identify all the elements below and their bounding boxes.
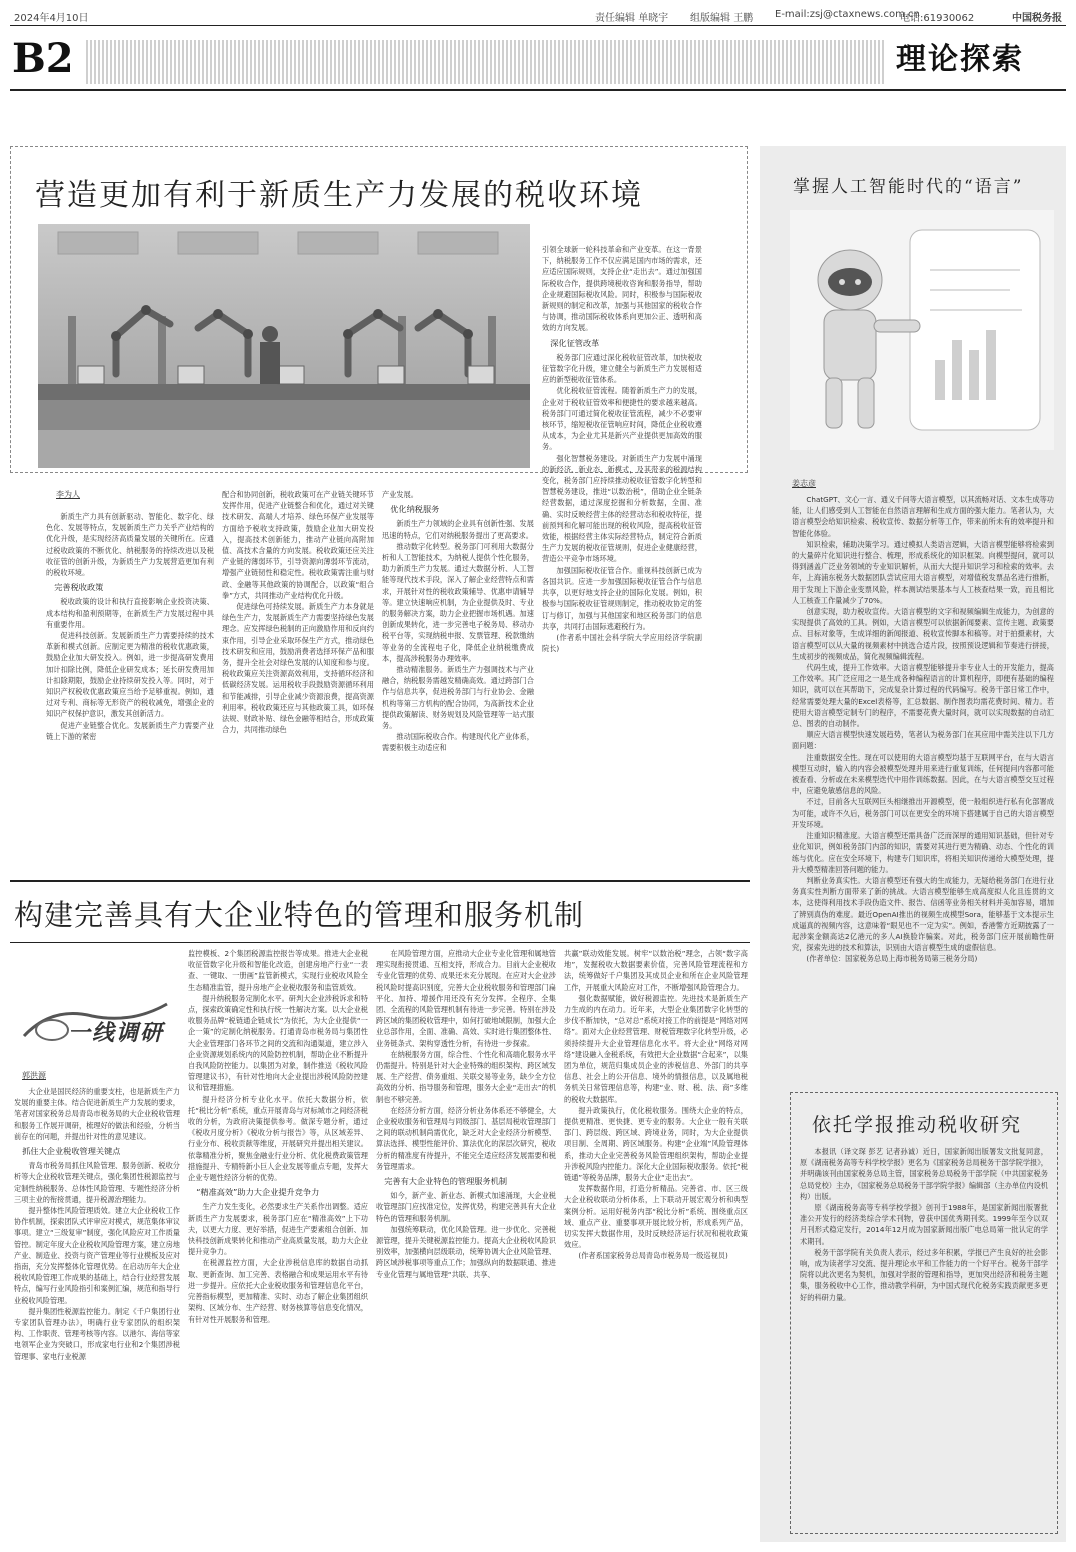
paragraph: 发挥数据作用，打造分析精品。完善省、市、区三级大企业税收联动分析体系，上下联动开展宏观分析和典型案例分析。运用好税务内部“税比分析”系统、围绕重点区域、重点产业、重要事项开展比较分析，形成系列产品，切实发挥大数据作用，及时反映经济运行状况和税收政策效应。: [564, 1184, 748, 1250]
paragraph: 优化税收征管流程。随着新质生产力的发展，企业对于税收征管效率和便捷性的要求越来越高。税务部门可通过简化税收征管流程，减少不必要审核环节，缩短税收征管响应时间，降低企业税收遵从成本，为企业尤其是新兴产业提供更加高效的服务。: [542, 386, 702, 452]
subheading: 深化征管改革: [550, 337, 600, 348]
side1-body: [792, 494, 1054, 1080]
paragraph: 顺应大语言模型快速发展趋势，笔者认为税务部门在其应用中需关注以下几方面问题：: [792, 730, 1054, 751]
paragraph: 在税源监控方面，大企业涉税信息库的数据自动抓取、更新查询、加工完善、表格融合和成果运用水平有待进一步提升。应依托大企业税收服务和管理信息化平台，完善指标模型，更加精准、实时、动态了解企业集团组织架构、区域分布、生产经营、财务核算等信息变化情况，有针对性开展服务和管理。: [188, 1258, 368, 1324]
paragraph: 加强统筹联动，优化风险管理。进一步优化、完善税源管理，提升关键税源监控能力。提高大企业税收风险识别效率，加强横向层级联动，统筹协调大企业风险管理、跨区域涉税事项等重点工作；加强纵向的数据联通、推进专业化管理与属地管理“共联、共享、: [376, 1224, 556, 1279]
layout-name: 王鹏: [733, 13, 754, 24]
paragraph: 创意实现，助力税收宣传。大语言模型的文字和视频编辑生成能力，为创意的实现提供了高效的工具。例如，大语言模型可以依据新闻要素、宣传主题、政策要点、目标对象等，生成详细的新闻报道、税收宣传脚本和稿等。对于拍摄素材，大语言模型可以从大量的视频素材中挑选合适片段，按照预设逻辑和节奏进行拼接，生成初步的视频成品，简化视频编辑流程。: [792, 607, 1054, 661]
article2-author: 郭洪源: [22, 1071, 46, 1080]
paragraph: 生产力发生变化，必然要求生产关系作出调整。适应新质生产力发展要求，税务部门应在“精准高效”上下功夫，以更大力度、更好举措，促进生产要素组合创新、加快科技创新成果转化和推动产业高质量发展，助力大企业提升竞争力。: [188, 1202, 368, 1257]
paragraph: 促进绿色可持续发展。新质生产力本身就是绿色生产力，发展新质生产力需要坚持绿色发展理念。应发挥绿色税制的正向激励作用和反向约束作用，引导企业采取环保生产方式，推动绿色技术研发和应用，鼓励消费者选择环保产品和服务，提升全社会对绿色发展的认知度和参与度。税收政策应关注资源高效利用，支持循环经济和低碳经济发展。运用税收手段鼓励资源循环利用和节能减排，引导企业减少资源浪费，提高资源利用率。税收政策还应与其他政策工具，如环保法规、财政补贴、绿色金融等相结合，形成政策合力，共同推动绿色: [222, 602, 374, 735]
subheading: 完善税收政策: [54, 582, 104, 593]
factory-illustration: [38, 224, 530, 468]
article2-col3: [376, 948, 556, 1540]
paragraph: ChatGPT、文心一言、通义千问等大语言模型，以其流畅对话、文本生成等功能，让人们感受到人工智能在自然语言理解和生成方面的强大能力。笔者认为，大语言模型会给知识检索、税收宣传、数据分析等工作，带来前所未有的效率提升和智能化体验。: [792, 495, 1054, 538]
paragraph: 知识检索，辅助决策学习。通过模拟人类语言逻辑，大语言模型能够将检索到的大量碎片化知识进行整合、梳理，形成系统化的知识框架。向模型提问，就可以得到涵盖广泛业务领域的专业知识解析，从而大大提升知识学习和检索的效率。去年，上海浦东税务大数据团队尝试应用大语言模型，对增值税发票品名进行推断，用于发现上下游企业变票风险，样本测试结果基本与人工核查结果一致，而且相比人工核查工作量减少了70%。: [792, 539, 1054, 605]
paragraph: 强化智慧税务建设。对新质生产力发展中涌现的新经济、新业态、新模式，及其带来的税源结构变化，税务部门应持续推动税收征管数字化转型和智慧税务建设，推进“以数治税”，借助企业全链条经营数据，通过深度挖掘和分析数据，全面、准确、实时反映经营主体的经营动态和税收特征，提前预判和化解可能出现的税收风险，提高税收征管效能，根据经营主体实际经营特点，制定符合新质生产力发展的税收征管规则，促进企业健康经营，营造公平竞争市场环境。: [542, 453, 702, 564]
section-bar: [86, 40, 886, 84]
paragraph: 本报讯（译文琛 彭艺 记者孙诚）近日，国家新闻出版署发文批复同意，原《湖南税务高等专科学校学报》更名为《国家税务总局税务干部学院学报》，并明确该刊由国家税务总局主管，国家税务总局税务干部学院（中共国家税务总局党校）主办，《国家税务总局税务干部学院学报》编辑部（主办单位内设机构）出版。: [800, 1147, 1048, 1201]
robot-illustration: [790, 210, 1054, 450]
article1-col1: [46, 511, 214, 867]
paragraph: 新质生产力具有创新驱动、智能化、数字化、绿色化、发展等特点，发展新质生产力关乎产业结构的优化升级，是实现经济高质量发展的关键所在。应通过税收政策的不断优化、纳税服务的持续改进以及税收征管的创新升级，为新质生产力发展营造更加有利的税收环境。: [46, 512, 214, 578]
paragraph: 原《湖南税务高等专科学校学报》创刊于1988年，是国家新闻出版署批准公开发行的经济类综合学术刊物，曾获中国优秀期刊奖。1999年至今以双月刊形式稳定发行，2014年12月成为国家新闻出版广电总局第一批认定的学术期刊。: [800, 1203, 1048, 1246]
article1-col4: [542, 244, 702, 867]
paragraph: 提升经济分析专业化水平。依托大数据分析，依托“税比分析”系统，重点开展青岛与对标城市之间经济税收的分析，为政府决策提供参考。做深专题分析，通过《税收月度分析》《税收分析与报告》等，从区域差异、行业分布、税收贡献等维度，开展研究并提出相关建议。依靠精准分析，聚焦金融业行业分析、优化税费政策管理措施提升、专精特新小巨人企业发展等重点专题，发挥大企业专题性经济分析的优势。: [188, 1094, 368, 1183]
paragraph: 产业发展。: [382, 490, 418, 499]
paragraph: 共赢”联动效能发展。树牢“以数治税”理念，占领“数字高地”，发掘税收大数据要素价值，完善风险管理流程和方法，统筹做好千户集团及其成员企业和所在企业风险管理工作，开展重大风险应对工作，不断增强风险管理合力。: [564, 949, 748, 992]
frontline-stamp: [22, 996, 172, 1058]
paragraph: 监控模板、2个集团税源监控报告等成果。推进大企业税收征管数字化升级和智能化改造，创建房地产行业“一表查、一键取、一册画”监管新模式，实现行业税收风险全生态精准监管，提升房地产企业税收服务和监管质效。: [188, 949, 368, 992]
paragraph: 强化数据赋能，做好税源监控。先进技术是新质生产力生成的内在动力。近年来，大型企业集团数字化转型的步伐不断加快，“总对总”系统对接工作的前提是“网络对网络”。面对大企业经营管理、财税管理数字化转型升级，必须持续提升大企业管理信息化水平。将大企业“网络对网络”建设融入金税系统，有效把大企业数据“合起来”，以集团为单位，规范归集成员企业的涉税信息、外部门的共享信息、社会上的公开信息、境外的情报信息，以及属地税务机关日常管理信息等，构建“业、财、税、法、商”多维的税收大数据库。: [564, 993, 748, 1104]
paragraph: 税务干部学院有关负责人表示，经过多年积累，学报已产生良好的社会影响，成为读者学习交流、提升理论水平和工作能力的一个好平台。税务干部学院将以此次更名为契机，加强对学报的管理和指导，更加突出经济和税务主题集，服务税收中心工作，推动教学科研，为中国式现代化税务实践贡献更多更好的科研力量。: [800, 1247, 1048, 1302]
phone: 电话:61930062: [900, 13, 975, 24]
author-note: (作者系中国社会科学院大学应用经济学院副院长): [542, 632, 702, 654]
paragraph: 推动精准服务。新质生产力强调技术与产业融合，纳税服务需越发精确高效。通过跨部门合作与信息共享，促进税务部门与行业协会、金融机构等第三方机构的配合协同，为高新技术企业提供政策解读、财务规划及风险管理等一站式服务。: [382, 665, 534, 731]
paragraph: 提升纳税服务定制化水平。研判大企业涉税诉求和特点，探索政策确定性和执行统一性解决方案。以大企业税收服务品牌“税链通企链成长”为依托，为大企业提供“一企一策”的定制化纳税服务。打通青岛市税务局与集团性大企业管理部门各环节之间的交流和沟通渠道，建立涉入企业资源规划系统内的风险防控机制，帮助企业不断提升自我风险防控能力。以集团为对象，制作推送《税收风险管理建议书》，有针对性地向大企业提出涉税风险防控建议和管理措施。: [188, 993, 368, 1093]
paragraph: 推动数字化转型。税务部门可利用大数据分析和人工智能技术，为纳税人提供个性化服务，助力新质生产力发展。通过大数据分析、人工智能等现代技术手段，深入了解企业经营特点和需求，开展针对性的税收政策辅导、优惠申请辅导等。建立快速响应机制，为企业提供及时、专业的服务解决方案，助力企业把握市场机遇。加速创新成果转化，进一步完善电子税务局、移动办税平台等，实现纳税申报、发票管理、税款缴纳等业务的全流程电子化，降低企业纳税缴费成本，提高涉税服务办理效率。: [382, 541, 534, 663]
header-rule: [10, 25, 1066, 26]
editor-label: 责任编辑: [595, 13, 635, 24]
paragraph: 不过，目前各大互联网巨头相继推出开源模型，使一般组织进行私有化部署成为可能，或许不久后，税务部门可以在更安全的环境下搭建属于自己的大语言模型开发环境。: [792, 797, 1054, 829]
side1-author: 姜志彦: [792, 479, 816, 488]
page-number: B2: [12, 35, 74, 82]
paragraph: 提升集团性税源监控能力。制定《千户集团行业专家团队管理办法》，明确行业专家团队的组织架构、工作职责、管理考核等内容。以港尔、海信等家电领军企业为突破口，形成家电行业和2个集团涉税管理事、家电行业税源: [14, 1306, 180, 1361]
paragraph: 新质生产力领域的企业具有创新性强、发展迅速的特点，它们对纳税服务提出了更高要求。: [382, 519, 534, 540]
article2-col1: [14, 1086, 180, 1540]
layout-credit: [690, 9, 753, 24]
subheading: “精准高效”助力大企业提升竞争力: [196, 1187, 320, 1198]
paragraph: 加强国际税收征管合作。重视科技创新已成为各国共识。应进一步加强国际税收征管合作与信息共享，以更好地支持企业的国际化发展。例如，积极参与国际税收征管规则制定，推动税收协定的签订与修订，加强与其他国家和地区税务部门的信息共享，共同打击国际逃避税行为。: [542, 565, 702, 631]
subheading: 优化纳税服务: [390, 504, 440, 515]
article1-col3: [382, 489, 534, 867]
date: 2024年4月10日: [14, 13, 89, 24]
paragraph: 代码生成，提升工作效率。大语言模型能够提升非专业人士的开发能力，提高工作效率。其广泛应用之一是生成各种编程语言的计算机程序，即便有基础的编程知识，就可以在其帮助下，完成复杂计算过程的代码编写。税务干部日常工作中，经常需要处理大量的Excel表格等，汇总数据、制作图表均需花费时间、精力。若使用大语言模型定制专门的程序，不需要花费大量时间，就可以实现数据的自动汇总、图表的自动制作。: [792, 663, 1054, 729]
paragraph: 大企业是国民经济的重要支柱，也是新质生产力发展的重要主体。结合促进新质生产力发展的要求，笔者对国家税务总局青岛市税务局的大企业税收管理和服务工作展开调研，梳理好的做法和经验，分析当前存在的问题，并提出针对性的意见建议。: [14, 1087, 180, 1141]
article1-author: 李为人: [56, 490, 80, 499]
section-title: 理论探索: [896, 42, 1024, 77]
article2-col4: [564, 948, 748, 1540]
paragraph: 注重数据安全性。现在可以使用的大语言模型均基于互联网平台，在与大语言模型互动时，输入的内容会被模型处理并用来进行重复训练，任何提问内容都可能被查看、分析或在未来模型迭代中用作训练数据。因此，在与大语言模型交互过程中，应避免敏感信息的风险。: [792, 752, 1054, 796]
editor-credit: [595, 9, 668, 24]
paragraph: 在纳税服务方面，综合性、个性化和高端化服务水平仍需提升。特别是针对大企业特殊的组织架构、跨区域发展、生产经营、债务重组、关联交易等业务，缺少全方位高效的分析、指导服务和管理，服务大企业“走出去”的机制也不够完善。: [376, 1049, 556, 1104]
paragraph: 在经济分析方面，经济分析业务体系还不够健全，大企业税收服务和管理局与同级部门、基层局税收管理部门之间的联动机制尚需优化，缺乏对大企业经济分析模型、算法选择、模型性能评价、算法优化的深层次研究，税收分析的精准度有待提升，不能完全适应经济发展需要和税务管理需求。: [376, 1105, 556, 1171]
paragraph: 判断业务真实性。大语言模型还有强大的生成能力，无疑给税务部门在进行业务真实性判断方面带来了新的挑战。大语言模型能够生成高度拟人化且连贯的文本，这使得利用技术手段伪造文件、报告、信函等业务相关材料并美加容易，增加了辨别真伪的难度。最近OpenAI推出的视频生成模型Sora，能够基于文本提示生成逼真的视频内容，这意味着“眼见也不一定为实”。例如，香港警方近期披露了一起涉案金额高达2亿港元的多人AI换脸诈骗案。对此，税务部门应开展前瞻性研究，探索先进的技术和算法，识别由大语言模型生成的虚假信息。: [792, 875, 1054, 953]
section-rule: [10, 89, 1066, 91]
subheading: 完善有大企业特色的管理服务机制: [384, 1176, 508, 1187]
stamp-text: 一线调研: [68, 1020, 165, 1046]
paragraph: 引领全球新一轮科技革命和产业变革。在这一背景下，纳税服务工作不仅应满足国内市场的需求，还应适应国际规则，支持企业“走出去”。通过加强国际税收合作，提供跨境税收咨询和服务指导，帮助企业规避国际税收风险。同时，积极参与国际税收新规则的制定和改革，加强与其他国家的税收合作与协调，推动国际税收体系向更加公正、透明和高效的方向发展。: [542, 245, 702, 333]
article2-title: 构建完善具有大企业特色的管理和服务机制: [14, 898, 585, 932]
editor-name: 单晓宇: [638, 13, 669, 24]
side2-title: 依托学报推动税收研究: [812, 1114, 1023, 1136]
paragraph: 注重知识精准度。大语言模型还需具备广泛而深厚的通用知识基础，但针对专业化知识，例如税务部门内部的知识，需要对其进行更为精确、动态、个性化的训练与优化。应在安全环境下，构建专门知识库，将相关知识传递给大模型处理，提升大模型精准回答问题的能力。: [792, 831, 1054, 874]
paragraph: 税收政策的设计和执行直接影响企业投资决策、成本结构和盈利预期等，在新质生产力发展过程中具有重要作用。: [46, 597, 214, 629]
paragraph: 在风险管理方面，应推动大企业专业化管理和属地管理实现衔接贯通、互相支持，形成合力。目前大企业税收专业化管理的优势、成果还未充分展现。在应对大企业涉税风险时提高识别度，完善大企业税收服务和管理部门扁平化、加持、增援作用还没有充分发挥。全程序、全集团、全流程的风险管理机制有待进一步完善。特别在涉及跨区域的集团税收管理中，如何打破地域限制，加强大企业总部作用，全面、准确、高效、实时进行集团整体性、业务链条式、架构穿透性分析，有待进一步探索。: [376, 949, 556, 1048]
article-divider: [10, 880, 750, 882]
article1-col2: [222, 489, 374, 867]
subheading: 抓住大企业税收管理关键点: [22, 1146, 121, 1157]
paragraph: 税务部门应通过深化税收征管改革，加快税收征管数字化升级，建立健全与新质生产力发展相适应的新型税收征管体系。: [542, 352, 702, 385]
article1-title: 营造更加有利于新质生产力发展的税收环境: [35, 178, 643, 213]
paragraph: 促进科技创新。发展新质生产力需要持续的技术革新和模式创新。应制定更为精准的税收优惠政策，鼓励企业加大研发投入。例如，进一步提高研发费用加计扣除比例，降低企业研发成本；延长研发费用加计扣除期限，鼓励企业持续研发投入等。同时，对于知识产权税收优惠政策应当给予足够重视。例如，通过对专利、商标等无形资产的税收减免，增强企业的知识产权保护意识，激发其创新活力。: [46, 631, 214, 719]
article2-col2: [188, 948, 368, 1540]
side1-title: 掌握人工智能时代的“语言”: [793, 177, 1024, 197]
author-note: (作者系国家税务总局青岛市税务局一级巡视员): [578, 1251, 728, 1261]
paper-name: 中国税务报: [1012, 13, 1062, 24]
layout-label: 组版编辑: [690, 13, 730, 24]
paragraph: 促进产业链整合优化。发展新质生产力需要产业链上下游的紧密: [46, 720, 214, 741]
author-note: (作者单位：国家税务总局上海市税务局第三税务分局): [806, 954, 978, 964]
side2-body: [800, 1146, 1048, 1526]
paragraph: 配合和协同创新，税收政策可在产业链关键环节发挥作用，促进产业链整合和优化，通过对关键技术研发、高端人才培养、绿色环保产业发展等方面给予税收支持政策，鼓励企业加大研发投入，提高技术创新能力，推动产业链向高附加值、高技术含量的方向发展。税收政策还应关注产业链的薄弱环节，引导资源向薄弱环节流动，增强产业链韧性和稳定性。税收政策需注重与财政、金融等其他政策的协调配合，以政策“组合拳”方式，共同推动产业结构优化升级。: [222, 490, 374, 600]
paragraph: 如今，新产业、新业态、新模式加速涌现，大企业税收管理部门应找准定位，发挥优势，构建完善具有大企业特色的管理和服务机制。: [376, 1191, 556, 1223]
paragraph: 提升政策执行，优化税收服务。围绕大企业的特点，提供更精准、更快捷、更专业的服务。大企业一般有关联部门、跨层级、跨区域、跨境业务，同时，为大企业提供项目制、全周期、跨区域服务。构建“企业端”风险管理体系，推动大企业完善税务风险管理组织架构，帮助企业提升涉税风险内控能力。深化大企业国际税收服务。依托“税链通”等税务品牌，服务大企业“走出去”。: [564, 1105, 748, 1183]
email: E-mail:zsj@ctaxnews.com.cn: [775, 9, 920, 20]
article2-title-rule: [10, 942, 750, 943]
paragraph: 青岛市税务局抓住风险管理、服务创新、税收分析等大企业税收管理关键点，强化集团性税源监控与定制性纳税服务、总体性风险管理、专题性经济分析三项主业的衔接贯通，提升税源治理能力。: [14, 1161, 180, 1204]
paragraph: 推动国际税收合作。构建现代化产业体系，需要积极主动适应和: [382, 732, 534, 753]
paragraph: 提升整体性风险管理质效。建立大企业税收工作协作机制，探索团队式评审应对模式，规范集体审议事项。建立“三级复审”制度，强化风险应对工作质量管控。制定年度大企业税收风险管理方案，建立房地产业、制造业、投资与资产管理业等行业模板及应对指南，充分发挥整体化管理优势。在启动历年大企业税收风险管理工作成果的基础上，结合行业经营发展特点，编写行业风险指引和案例汇编，规范和指导行业税收风险管理。: [14, 1206, 180, 1305]
